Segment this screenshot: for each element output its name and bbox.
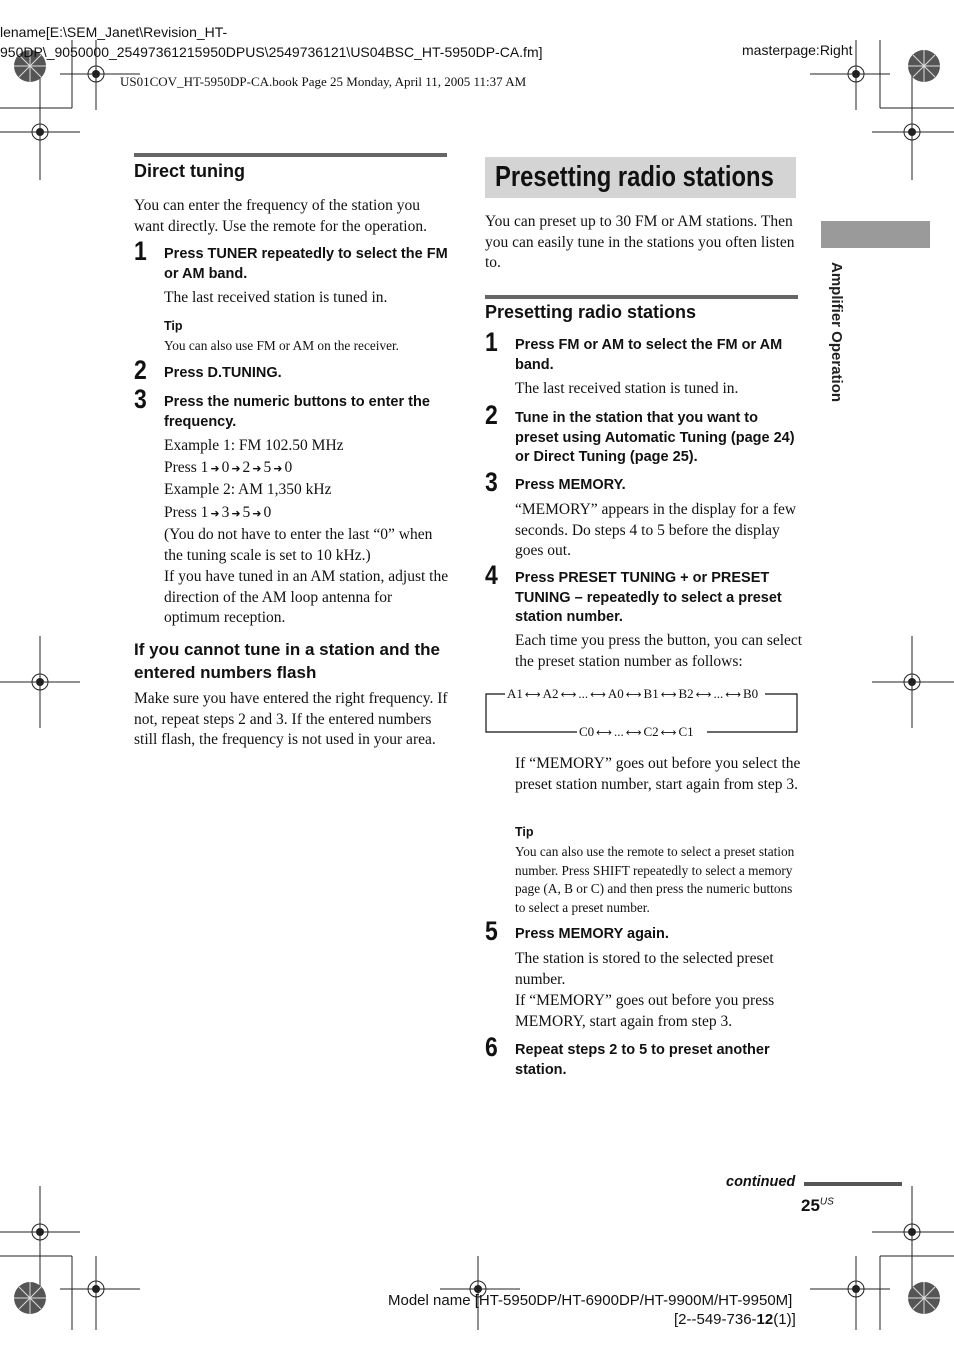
step-number: 5 [485, 916, 498, 946]
step-instruction: Press TUNER repeatedly to select the FM or AM band. [164, 246, 448, 282]
section-heading-direct-tuning: Direct tuning [134, 161, 245, 181]
step-detail: The last received station is tuned in. [164, 289, 388, 306]
preset-label: ... [613, 724, 624, 739]
step-number: 3 [485, 467, 498, 497]
heading-rule [134, 153, 447, 157]
book-info-line: US01COV_HT-5950DP-CA.book Page 25 Monday, April 11, 2005 11:37 AM [120, 74, 527, 89]
key: Press 1 [164, 459, 209, 476]
preset-label: B1 [643, 686, 659, 701]
preset-label: C0 [579, 724, 595, 739]
step-number: 2 [134, 355, 147, 385]
model-name-line: Model name [HT-5950DP/HT-6900DP/HT-9900M/HT-9950M] [388, 1292, 793, 1309]
page-title: Presetting radio stations [495, 161, 774, 193]
tip-text: You can also use the remote to select a preset station number. Press SHIFT repeatedly to select a memory page (A, B or C) and then press the numeric buttons to select a preset number. [515, 844, 795, 915]
diagram-top-row [507, 686, 758, 702]
tip-text: You can also use FM or AM on the receiver. [164, 338, 400, 353]
step-detail: Each time you press the button, you can select the preset station number as follows: [515, 632, 803, 670]
step-number: 1 [134, 236, 147, 266]
double-arrow-icon: ⟷ [596, 726, 612, 739]
part-suffix: (1)] [773, 1311, 796, 1328]
arrow-right-icon: ➜ [252, 462, 262, 475]
step-number: 2 [485, 400, 498, 430]
key: 3 [221, 504, 230, 521]
section-heading-presetting: Presetting radio stations [485, 302, 697, 322]
arrow-right-icon: ➜ [273, 462, 283, 475]
preset-label: C2 [643, 724, 659, 739]
key-sequence-2 [164, 503, 271, 525]
step-note: If “MEMORY” goes out before you select the preset station number, start again from step 3. [515, 755, 801, 793]
step-instruction: Press the numeric buttons to enter the frequency. [164, 394, 430, 430]
double-arrow-icon: ⟷ [625, 726, 642, 739]
section-tab-marker [821, 221, 930, 248]
arrow-right-icon: ➜ [252, 507, 262, 520]
step-note: (You do not have to enter the last “0” when the tuning scale is set to 10 kHz.) [164, 526, 433, 564]
preset-label: B0 [742, 686, 759, 701]
step-instruction: Press PRESET TUNING + or PRESET TUNING – repeatedly to select a preset station number. [515, 570, 782, 625]
preset-cycle-diagram [485, 684, 799, 739]
continued-bar [804, 1182, 902, 1186]
key: 0 [263, 504, 272, 521]
key: 2 [242, 459, 251, 476]
key-sequence-1 [164, 458, 292, 480]
arrow-right-icon: ➜ [231, 462, 241, 475]
page-number-suffix: US [819, 1196, 834, 1208]
tip-label: Tip [164, 319, 183, 333]
double-arrow-icon: ⟷ [524, 688, 541, 701]
preset-label: B2 [678, 686, 694, 701]
step-instruction: Press D.TUNING. [164, 365, 282, 381]
part-prefix: [2--549-736- [674, 1311, 757, 1328]
preset-label: ... [578, 686, 589, 701]
step-number: 6 [485, 1032, 498, 1062]
preset-label: A2 [542, 686, 559, 701]
double-arrow-icon: ⟷ [695, 688, 712, 701]
part-bold: 12 [756, 1311, 774, 1328]
key: 0 [221, 459, 230, 476]
example-1: Example 1: FM 102.50 MHz [164, 437, 344, 454]
arrow-right-icon: ➜ [210, 507, 220, 520]
filename-line-2: 950DP\_9050000_25497361215950DPUS\2549736121\US04BSC_HT-5950DP-CA.fm] [0, 44, 543, 60]
page-number [801, 1196, 834, 1216]
section-tab-label: Amplifier Operation [828, 262, 845, 403]
page-title-box [485, 157, 796, 198]
double-arrow-icon: ⟷ [725, 688, 741, 701]
step-detail: “MEMORY” appears in the display for a few seconds. Do steps 4 to 5 before the display goes out. [515, 501, 797, 559]
arrow-right-icon: ➜ [231, 507, 241, 520]
arrow-right-icon: ➜ [210, 462, 220, 475]
subsection-text: Make sure you have entered the right frequency. If not, repeat steps 2 and 3. If the entered numbers still flash, the frequency is not used in your area. [134, 690, 448, 748]
double-arrow-icon: ⟷ [560, 688, 577, 701]
key: 5 [263, 459, 272, 476]
page-number-value: 25 [801, 1196, 820, 1215]
step-number: 1 [485, 327, 498, 357]
tip-label: Tip [515, 825, 534, 839]
double-arrow-icon: ⟷ [660, 688, 677, 701]
step-detail: The station is stored to the selected preset number. [515, 950, 774, 988]
key: Press 1 [164, 504, 209, 521]
step-note-2: If you have tuned in an AM station, adjust the direction of the AM loop antenna for optimum reception. [164, 568, 449, 626]
masterpage-label: masterpage:Right [742, 42, 853, 58]
step-detail-2: If “MEMORY” goes out before you press MEMORY, start again from step 3. [515, 992, 775, 1030]
double-arrow-icon: ⟷ [660, 726, 677, 739]
preset-label: C1 [678, 724, 694, 739]
diagram-bottom-row [579, 724, 694, 740]
double-arrow-icon: ⟷ [590, 688, 606, 701]
preset-label: ... [713, 686, 724, 701]
part-number-line [674, 1311, 796, 1328]
step-detail: The last received station is tuned in. [515, 380, 739, 397]
step-instruction: Tune in the station that you want to preset using Automatic Tuning (page 24) or Direct Tuning (page 25). [515, 410, 795, 465]
filename-line-1: lename[E:\SEM_Janet\Revision_HT- [0, 24, 228, 40]
step-number: 4 [485, 560, 498, 590]
heading-rule [485, 295, 798, 299]
step-instruction: Repeat steps 2 to 5 to preset another station. [515, 1042, 770, 1078]
key: 5 [242, 504, 251, 521]
step-instruction: Press MEMORY. [515, 477, 626, 493]
step-number: 3 [134, 384, 147, 414]
presetting-intro: You can preset up to 30 FM or AM stations. Then you can easily tune in the stations you often listen to. [485, 213, 795, 271]
step-instruction: Press FM or AM to select the FM or AM band. [515, 337, 783, 373]
subsection-heading-cannot-tune: If you cannot tune in a station and the entered numbers flash [134, 640, 441, 682]
step-instruction: Press MEMORY again. [515, 926, 669, 942]
key: 0 [284, 459, 293, 476]
direct-tuning-intro: You can enter the frequency of the station you want directly. Use the remote for the operation. [134, 197, 427, 235]
continued-label: continued [726, 1174, 796, 1190]
example-2: Example 2: AM 1,350 kHz [164, 481, 332, 498]
preset-label: A0 [607, 686, 624, 701]
preset-label: A1 [507, 686, 523, 701]
double-arrow-icon: ⟷ [625, 688, 642, 701]
